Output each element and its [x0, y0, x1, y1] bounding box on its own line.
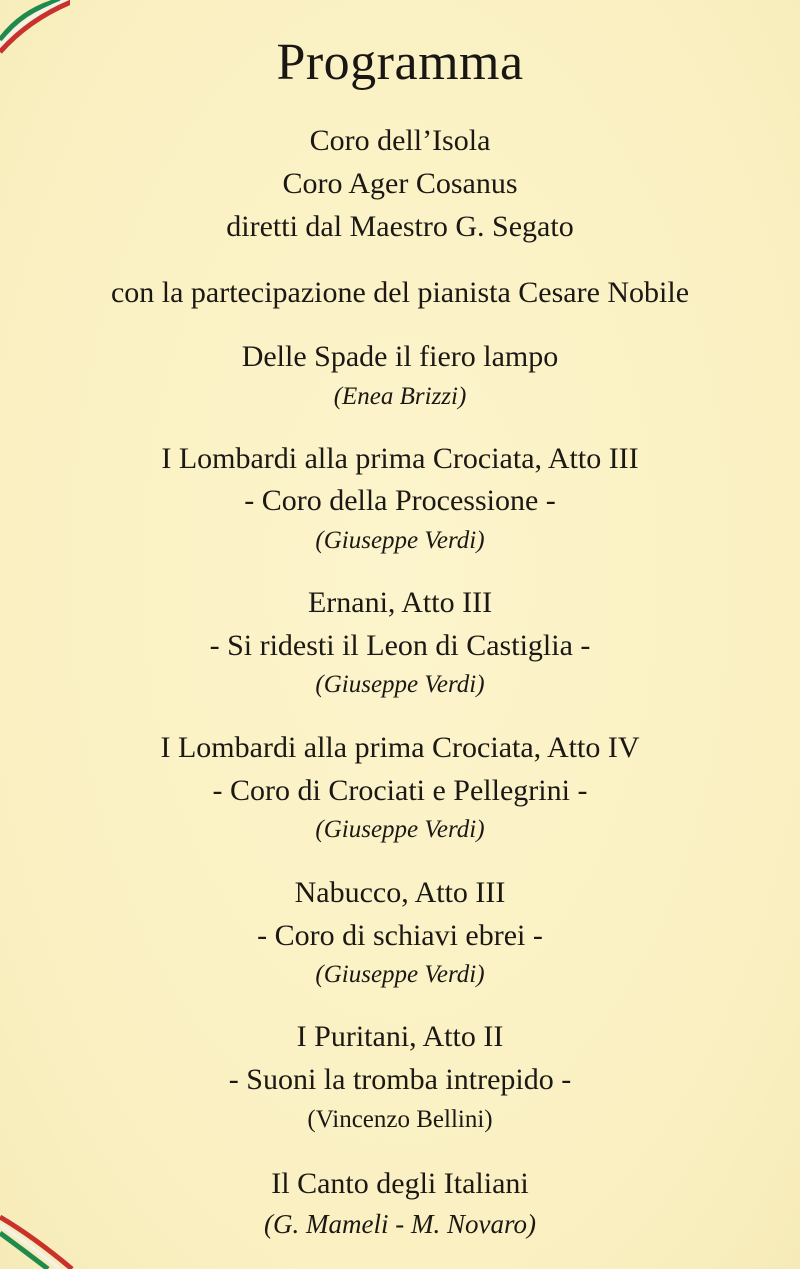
piece-6-title: I Puritani, Atto II [296, 1020, 504, 1053]
piece-1-composer: (Enea Brizzi) [333, 383, 467, 410]
piece-5-title: Nabucco, Atto III [294, 876, 506, 909]
program-title: Programma [276, 34, 524, 91]
piece-3-composer: (Giuseppe Verdi) [315, 671, 485, 698]
piece-4-title: I Lombardi alla prima Crociata, Atto IV [160, 731, 640, 764]
piece-4-composer: (Giuseppe Verdi) [315, 816, 485, 843]
piece-3-title: Ernani, Atto III [307, 586, 493, 619]
piece-6-subtitle: - Suoni la tromba intrepido - [228, 1063, 572, 1096]
piece-1-title: Delle Spade il fiero lampo [241, 340, 559, 373]
piece-3-subtitle: - Si ridesti il Leon di Castiglia - [209, 629, 591, 662]
piece-6-composer: (Vincenzo Bellini) [307, 1106, 493, 1133]
choir-2: Coro Ager Cosanus [282, 167, 518, 200]
piece-5-subtitle: - Coro di schiavi ebrei - [257, 919, 543, 952]
director-line: diretti dal Maestro G. Segato [226, 210, 574, 243]
piece-7-composer: (G. Mameli - M. Novaro) [264, 1209, 536, 1239]
piece-7-title: Il Canto degli Italiani [271, 1167, 529, 1200]
piece-5-composer: (Giuseppe Verdi) [315, 961, 485, 988]
piece-2-subtitle: - Coro della Processione - [244, 484, 556, 517]
piece-2-title: I Lombardi alla prima Crociata, Atto III [161, 442, 639, 475]
choir-1: Coro dell’Isola [309, 124, 491, 157]
piece-4-subtitle: - Coro di Crociati e Pellegrini - [212, 774, 588, 807]
pianist-line: con la partecipazione del pianista Cesare Nobile [110, 276, 690, 309]
piece-2-composer: (Giuseppe Verdi) [315, 527, 485, 554]
